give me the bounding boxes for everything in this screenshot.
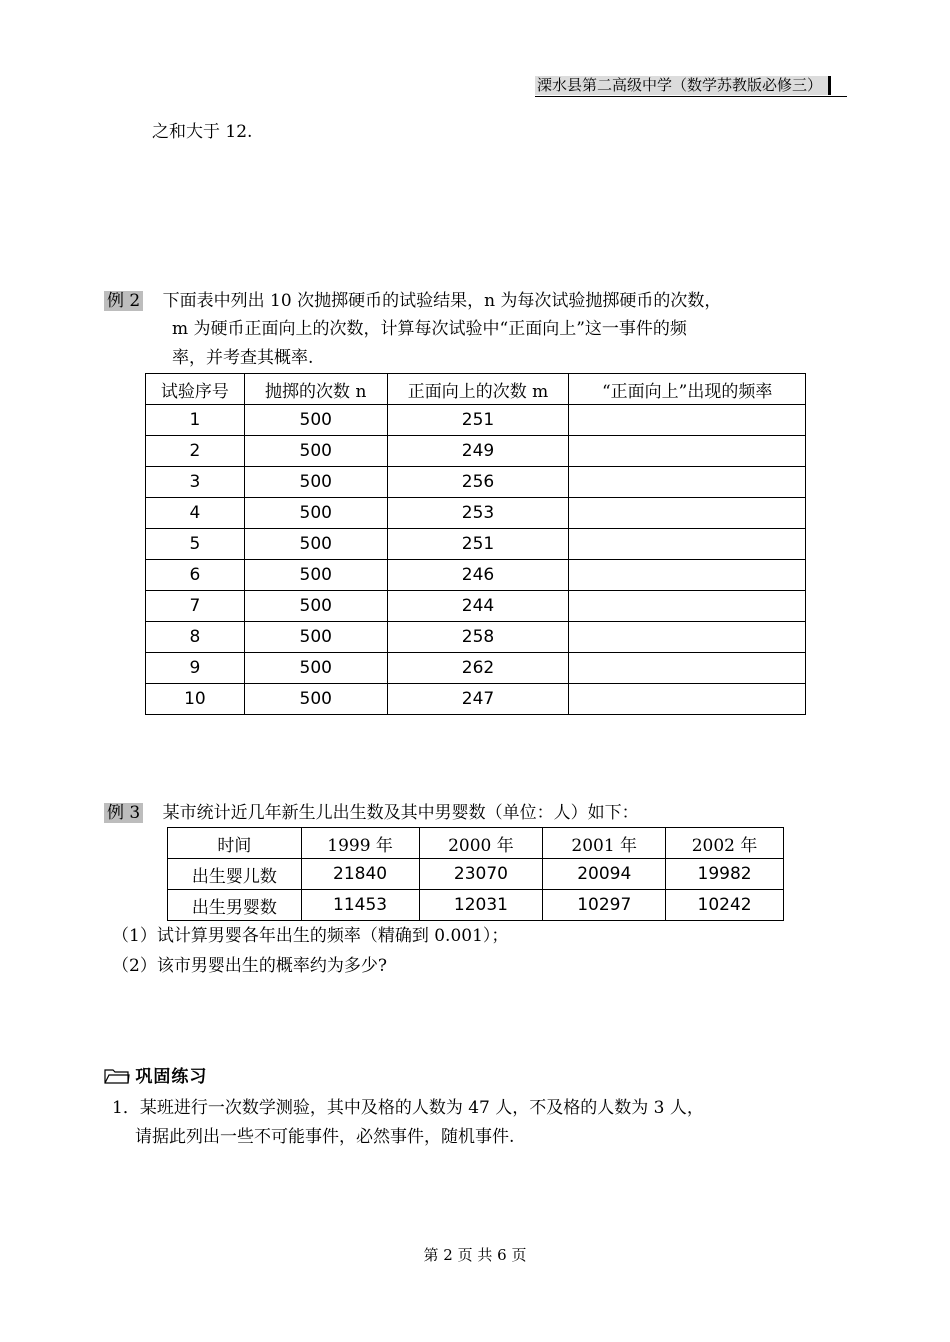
coin-table-row (146, 405, 806, 436)
coin-table-cell: 258 (387, 622, 569, 653)
coin-table-cell (569, 405, 806, 436)
intro-text: 之和大于 12. (152, 122, 253, 142)
example2-label: 例 2 (104, 291, 143, 311)
example3-line (104, 802, 639, 824)
birth-table-cell: 10297 (543, 890, 666, 921)
coin-table-cell: 4 (146, 498, 245, 529)
coin-table-cell (569, 591, 806, 622)
coin-table-row (146, 653, 806, 684)
birth-table-header-row (168, 828, 784, 859)
coin-table-cell (569, 622, 806, 653)
coin-table-cell: 244 (387, 591, 569, 622)
coin-table-header-cell: 试验序号 (146, 374, 245, 405)
coin-table-row (146, 436, 806, 467)
coin-table-cell: 500 (244, 529, 387, 560)
coin-table-header-cell: 正面向上的次数 m (387, 374, 569, 405)
coin-table-cell: 249 (387, 436, 569, 467)
coin-table-cell (569, 436, 806, 467)
coin-table-cell: 500 (244, 498, 387, 529)
birth-table-cell: 12031 (419, 890, 543, 921)
coin-table-row (146, 529, 806, 560)
coin-table-cell: 9 (146, 653, 245, 684)
coin-table-header-cell: 抛掷的次数 n (244, 374, 387, 405)
birth-table-cell: 10242 (666, 890, 784, 921)
question-1: （1）试计算男婴各年出生的频率（精确到 0.001）； (112, 926, 509, 946)
coin-table-cell: 246 (387, 560, 569, 591)
coin-table-cell: 500 (244, 653, 387, 684)
coin-table-cell: 251 (387, 405, 569, 436)
coin-table-cell: 262 (387, 653, 569, 684)
birth-table-row (168, 890, 784, 921)
coin-table-cell: 253 (387, 498, 569, 529)
coin-table-row (146, 560, 806, 591)
coin-table-row (146, 622, 806, 653)
birth-table-header-cell: 时间 (168, 828, 302, 859)
coin-table-cell: 500 (244, 591, 387, 622)
coin-table-cell: 251 (387, 529, 569, 560)
coin-table-cell: 500 (244, 622, 387, 653)
header-rule (535, 96, 847, 97)
coin-table-header-row (146, 374, 806, 405)
birth-table-cell: 11453 (301, 890, 419, 921)
coin-table-cell: 6 (146, 560, 245, 591)
coin-table-cell (569, 684, 806, 715)
coin-table-cell: 500 (244, 684, 387, 715)
example2-line1 (104, 290, 721, 312)
practice-heading (104, 1066, 207, 1088)
practice-title: 巩固练习 (135, 1067, 208, 1087)
coin-table-cell (569, 529, 806, 560)
coin-table-cell: 7 (146, 591, 245, 622)
coin-table-cell: 256 (387, 467, 569, 498)
coin-table-header-cell: “正面向上”出现的频率 (569, 374, 806, 405)
practice-item1-line2: 请据此列出一些不可能事件，必然事件，随机事件. (135, 1127, 515, 1147)
birth-table-header-cell: 2000 年 (419, 828, 543, 859)
coin-table-cell (569, 653, 806, 684)
practice-item1-line1: 1．某班进行一次数学测验，其中及格的人数为 47 人，不及格的人数为 3 人， (112, 1098, 704, 1118)
coin-table-cell: 2 (146, 436, 245, 467)
question-2: （2）该市男婴出生的概率约为多少? (112, 956, 387, 976)
coin-table-cell: 500 (244, 560, 387, 591)
coin-table-row (146, 684, 806, 715)
birth-table-header-cell: 2001 年 (543, 828, 666, 859)
coin-toss-table (145, 373, 806, 715)
birth-table-header-cell: 2002 年 (666, 828, 784, 859)
coin-table-cell: 247 (387, 684, 569, 715)
birth-table-cell: 出生男婴数 (168, 890, 302, 921)
birth-table-cell: 23070 (419, 859, 543, 890)
example2-line2: m 为硬币正面向上的次数，计算每次试验中“正面向上”这一事件的频 (172, 319, 687, 339)
birth-table (167, 827, 784, 921)
coin-table-cell (569, 467, 806, 498)
coin-table-cell (569, 498, 806, 529)
coin-table-row (146, 498, 806, 529)
header-school: 溧水县第二高级中学（数学苏教版必修三） (535, 76, 831, 95)
coin-table-cell: 8 (146, 622, 245, 653)
birth-table-cell: 21840 (301, 859, 419, 890)
folder-icon (104, 1067, 130, 1085)
example3-text: 某市统计近几年新生儿出生数及其中男婴数（单位：人）如下： (162, 803, 639, 823)
birth-table-header-cell: 1999 年 (301, 828, 419, 859)
example3-label: 例 3 (104, 803, 143, 823)
example2-line3: 率，并考查其概率. (172, 348, 314, 368)
coin-table-cell: 3 (146, 467, 245, 498)
coin-table-cell: 5 (146, 529, 245, 560)
example2-text-1: 下面表中列出 10 次抛掷硬币的试验结果，n 为每次试验抛掷硬币的次数， (162, 291, 722, 311)
coin-table-cell (569, 560, 806, 591)
coin-table-cell: 1 (146, 405, 245, 436)
coin-table-cell: 500 (244, 405, 387, 436)
coin-table-cell: 500 (244, 467, 387, 498)
coin-table-row (146, 591, 806, 622)
coin-table-cell: 500 (244, 436, 387, 467)
coin-table-row (146, 467, 806, 498)
page-number: 第 2 页 共 6 页 (423, 1246, 527, 1264)
birth-table-cell: 19982 (666, 859, 784, 890)
birth-table-row (168, 859, 784, 890)
birth-table-cell: 20094 (543, 859, 666, 890)
coin-table-cell: 10 (146, 684, 245, 715)
birth-table-cell: 出生婴儿数 (168, 859, 302, 890)
